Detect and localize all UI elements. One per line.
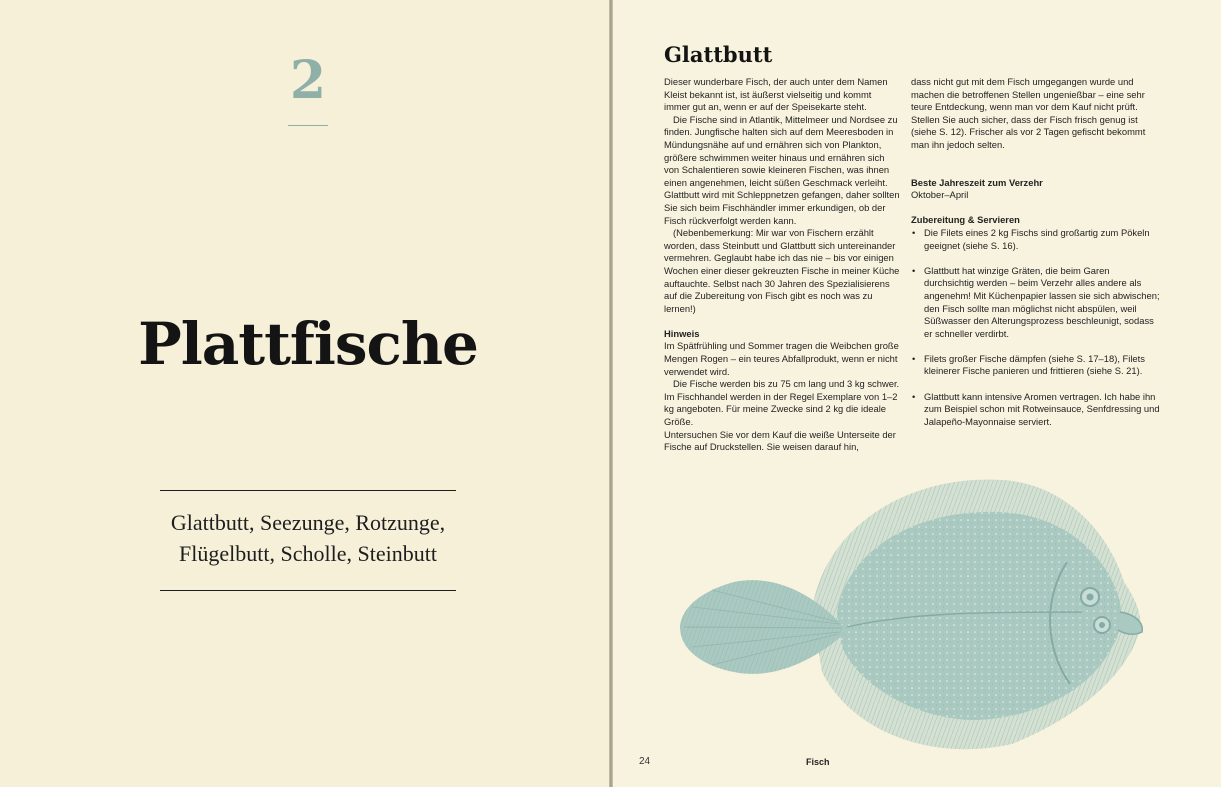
article-title: Glattbutt <box>664 42 773 67</box>
flatfish-illustration-icon <box>672 462 1152 758</box>
list-item-text: Filets großer Fische dämpfen (siehe S. 17–18), Filets kleinerer Fische panieren und frittieren (siehe S. 21). <box>924 352 1145 377</box>
list-item-text: Glattbutt hat winzige Gräten, die beim Garen durchsichtig werden – beim Verzehr alles andere als angenehm! Mit Küchenpapier lassen sie sich abwischen; den Fisch sollte man möglichst nicht abspülen, weil Süßwasser den Alterungsprozess beschleunigt, sodass er schneller verdirbt. <box>924 264 1160 339</box>
left-page <box>0 0 610 787</box>
list-item-text: Die Filets eines 2 kg Fischs sind großartig zum Pökeln geeignet (siehe S. 16). <box>924 226 1150 251</box>
list-item <box>911 353 1161 378</box>
preparation-list <box>911 227 1161 429</box>
season-value: Oktober–April <box>911 189 969 201</box>
preparation-heading: Zubereitung & Servieren <box>911 214 1020 226</box>
paragraph: Die Fische sind in Atlantik, Mittelmeer und Nordsee zu finden. Jungfische halten sich auf dem Meeresboden in Mündungsnähe auf und ernähren sich von Plankton, größere schwimmen weiter hinaus und ernähren sich von Schalentieren sowie kleineren Fischen, was ihnen einen angenehmen, leicht süßen Geschmack verleiht. Glattbutt wird mit Schleppnetzen gefangen, daher sollten Sie sich beim Fischhändler immer erkundigen, ob der Fisch rückverfolgt werden kann. <box>664 113 900 226</box>
paragraph: Untersuchen Sie vor dem Kauf die weiße Unterseite der Fische auf Druckstellen. Sie weisen darauf hin, <box>664 428 896 453</box>
season-heading: Beste Jahreszeit zum Verzehr <box>911 176 1043 188</box>
text-column-2 <box>911 76 1161 441</box>
running-footer: Fisch <box>806 757 830 767</box>
paragraph: dass nicht gut mit dem Fisch umgegangen wurde und machen die betroffenen Stellen ungenießbar – eine sehr teure Entdeckung, wenn man vor dem Kauf nicht prüft. Stellen Sie auch sicher, dass der Fisch frisch genug ist (siehe S. 12). Frischer als vor 2 Tagen gefischt bekommt man ihn jedoch selten. <box>911 76 1146 150</box>
paragraph: (Nebenbemerkung: Mir war von Fischern erzählt worden, dass Steinbutt und Glattbutt sich untereinander vermehren. Geglaubt habe ich das nie – bis vor einigen Wochen einer dieser gekreuzten Fische in meiner Küche auftauchte. Selbst nach 30 Jahren des Spezialisierens auf die Zubereitung von Fisch gibt es noch was zu lernen!) <box>664 227 900 314</box>
list-item-text: Glattbutt kann intensive Aromen vertragen. Ich habe ihn zum Beispiel schon mit Rotweinsauce, Senfdressing und Jalapeño-Mayonnaise serviert. <box>924 390 1160 427</box>
bullet-icon: • <box>912 264 916 276</box>
chapter-number: 2 <box>289 50 327 111</box>
paragraph: Dieser wunderbare Fisch, der auch unter dem Namen Kleist bekannt ist, ist äußerst vielseitig und kommt immer gut an, wenn er auf der Speisekarte steht. <box>664 76 888 113</box>
bullet-icon: • <box>912 390 916 402</box>
species-line-2: Flügelbutt, Scholle, Steinbutt <box>179 541 437 566</box>
paragraph: Die Fische werden bis zu 75 cm lang und 3 kg schwer. Im Fischhandel werden in der Regel Exemplare von 1–2 kg angeboten. Für meine Zwecke sind 2 kg die ideale Größe. <box>664 378 900 428</box>
species-list <box>140 507 476 569</box>
list-item <box>911 227 1161 252</box>
text-column-1 <box>664 76 900 454</box>
bullet-icon: • <box>912 352 916 364</box>
page-number: 24 <box>639 756 651 767</box>
list-item <box>911 391 1161 429</box>
paragraph: Im Spätfrühling und Sommer tragen die Weibchen große Mengen Rogen – ein teures Abfallprodukt, wenn er nicht verwendet wird. <box>664 340 899 377</box>
bullet-icon: • <box>912 226 916 238</box>
hinweis-heading: Hinweis <box>664 327 700 339</box>
species-line-1: Glattbutt, Seezunge, Rotzunge, <box>170 510 446 535</box>
list-item <box>911 265 1161 341</box>
chapter-number-rule <box>288 125 328 126</box>
species-rule-top <box>160 490 456 491</box>
species-rule-bottom <box>160 590 456 591</box>
chapter-title: Plattfische <box>138 310 478 378</box>
